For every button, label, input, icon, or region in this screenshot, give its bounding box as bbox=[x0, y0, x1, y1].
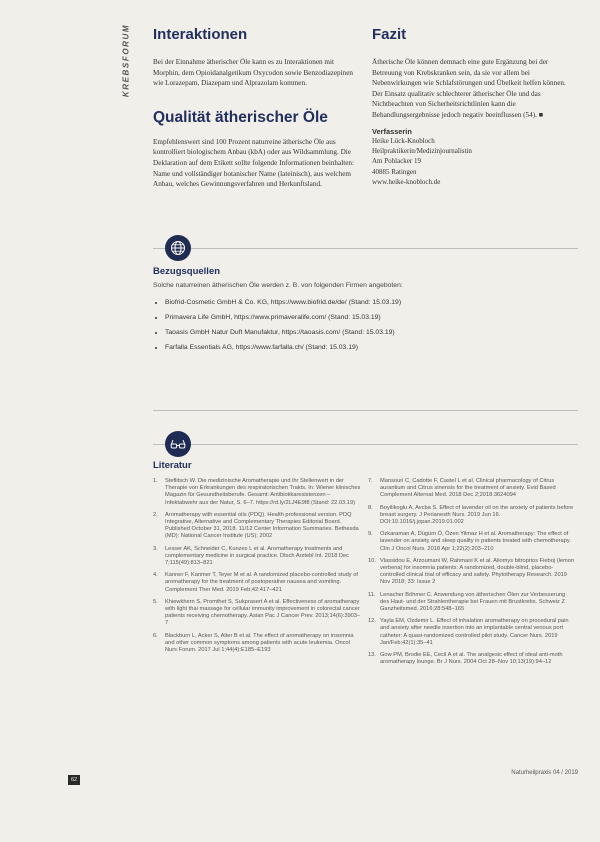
author-name: Heike Lück-Knobloch bbox=[372, 136, 435, 145]
side-label-text: KREBSFORUM bbox=[121, 23, 131, 98]
quality-title: Qualität ätherischer Öle bbox=[153, 108, 328, 126]
source-item[interactable]: • Taoasis GmbH Natur Duft Manufaktur, https://taoasis.com/ (Stand: 15.03.19) bbox=[165, 325, 583, 340]
literature-top-rule bbox=[153, 444, 578, 445]
left-column bbox=[153, 26, 358, 190]
sources-title: Bezugsquellen bbox=[153, 266, 221, 277]
references-right bbox=[368, 478, 576, 671]
author-street: Am Pohlacker 19 bbox=[372, 157, 421, 166]
sources-top-rule bbox=[153, 248, 578, 249]
page-number: 62 bbox=[68, 775, 80, 785]
quality-text: Empfehlenswert sind 100 Prozent naturreine ätherische Öle aus kontrolliert biologischem Anbau (kbA) oder aus Wildsammlung. Die Deklaration auf dem Etikett sollte folgende Informationen beinhalten: Name und vollständiger botanischer Name (lateinisch), aus welchem Anbau, welches Gewinnungsverfahren und Herkunftsland. bbox=[153, 137, 354, 189]
interactions-text: Bei der Einnahme ätherischer Öle kann es zu Interaktionen mit Morphin, dem Opioidanalgetikum Oxycodon sowie Benzodiazepinen wie Lorazepam, Diazepam und Alprazolam kommen. bbox=[153, 58, 354, 88]
reference-item: 8. Boyilikoglu A, Avcba S. Effect of lavender oil on the anxiety of patients before breast surgery. J Perianesth Nurs. 2019 Jun 16. DOI:10.1016/j.jopan.2019.01.002 bbox=[368, 504, 574, 526]
right-column bbox=[372, 26, 577, 188]
reference-item: 1. Steflitsch W. Die medizinische Aromatherapie und ihr Stellenwert in der Therapie von Erkrankungen des respiratorischen Trakts. In: Wiener klinisches Magazin für Gesundheitsberufe. Gesamt: Antibiotikaresistenzen – Infektabwehr aus der Natur, S. 6–7. https://rd.ly/2LJ4E9f8 (Stand: 22.03.19) bbox=[153, 478, 361, 506]
side-label bbox=[118, 23, 134, 106]
journal-footer: Naturheilpraxis 04 / 2019 bbox=[511, 770, 578, 776]
source-item[interactable]: • Farfalla Essentials AG, https://www.farfalla.ch/ (Stand: 15.03.19) bbox=[165, 340, 583, 355]
reference-item: 10. Vlassidou E, Arzoumani W, Rahmani K et al. Aliomys bitroprios Fieboj (lemon verbena) for insomnia patients: A randomized, double-blind, placebo-controlled clinical trial of efficacy and safety. Phytotherapy Research. 2019 Nov 2018; 33: Issue 2 bbox=[368, 557, 575, 586]
reference-item: 11. Lenacher Böhmer C. Anwendung von ätherischen Ölen zur Verbesserung des Haut- und der Strahlentherapie bei Frauen mit Brustkrebs. Schweiz Z Ganzheitsmed. 2016;28:548–165 bbox=[368, 591, 566, 613]
sources-section bbox=[153, 266, 583, 355]
reference-item: 3. Lesser AK, Schneider C, Kunzes L et al. Aromatherapy treatments and complementary medicine in surgical practice. Dtsch Arztebl Int. 2018 Dec 7;115(49):813–821 bbox=[153, 545, 349, 567]
reference-item: 5. Khiewkhern S, Promthet S, Sukprasert A et al. Effectiveness of aromatherapy with light thai massage for cellular immunity improvement in colorectal cancer patients receiving chemotherapy. Asian Pac J Cancer Prev. 2013;14(6):3903–7 bbox=[153, 598, 361, 627]
reference-item: 6. Blackburn L, Acker S, Alter B et al. The effect of aromatherapy on insomnia and other common symptoms among patients with acute leukemia. Oncol Nurs Forum. 2017 Jul 1;44(4):E185–E193 bbox=[153, 632, 354, 654]
author-profession: Heilpraktikerin/Medizinjournalistin bbox=[372, 146, 472, 155]
sources-bottom-rule bbox=[153, 410, 578, 411]
globe-icon bbox=[165, 235, 191, 261]
reference-item: 2. Aromatherapy with essential oils (PDQ). Health professional version. PDQ Integrative, Alternative and Complementary Therapies Editorial Board. Published October 31, 2018. 11/12 Center Information Summaries. Bethesda (MD): National Cancer Institute (US); 2002 bbox=[153, 511, 359, 540]
sources-list bbox=[153, 295, 583, 355]
literature-title: Literatur bbox=[153, 460, 192, 471]
glasses-icon bbox=[165, 431, 191, 457]
author-city: 40885 Ratingen bbox=[372, 167, 417, 176]
source-item[interactable]: • Primavera Life GmbH, https://www.primaveralife.com/ (Stand: 15.03.19) bbox=[165, 310, 583, 325]
references-left bbox=[153, 478, 361, 659]
conclusion-text: Ätherische Öle können demnach eine gute Ergänzung bei der Betreuung von Krebskranken sein, da sie vor allem bei Nebenwirkungen wie Schlafstörungen und Übelkeit helfen können. Der Einsatz qualitativ schlechterer ätherischer Öle und das Nichtbeachten von Sicherheitsrichtlinien kann die Behandlungsergebnisse jedoch negativ beeinflussen (54). ■ bbox=[372, 58, 566, 119]
conclusion-title: Fazit bbox=[372, 26, 407, 43]
reference-item: 7. Mansouri C, Cadotte F, Castel L et al. Clinical pharmacology of Citrus aurantium and Citrus sinensis for the treatment of anxiety. Evid Based Complement Alternat Med. 2018 Dec 2;2018:3624094 bbox=[368, 478, 556, 499]
sources-intro: Solche naturreinen ätherischen Öle werden z. B. von folgenden Firmen angeboten: bbox=[153, 282, 403, 289]
interactions-title: Interaktionen bbox=[153, 26, 248, 43]
author-heading: Verfasserin bbox=[372, 126, 412, 136]
source-item[interactable]: • Biofrid-Cosmetic GmbH & Co. KG, https://www.biofrid.de/de/ (Stand: 15.03.19) bbox=[165, 295, 583, 310]
reference-item: 9. Ozkaraman A, Dügüm Ö, Özen Yilmaz H et al. Aromatherapy: The effect of lavender on anxiety and sleep quality in patients treated with chemotherapy. Clin J Oncol Nurs. 2018 Apr 1;22(2):203–210 bbox=[368, 531, 571, 552]
reference-item: 4. Kanner F, Kanmer T, Teyer M et al. A randomized placebo-controlled study of aromatherapy for the treatment of postoperative nausea and vomiting. Complement Ther Med. 2019 Feb;42:417–421 bbox=[153, 572, 358, 593]
author-website[interactable]: www.heike-knobloch.de bbox=[372, 178, 441, 187]
reference-item: 13. Gow PM, Brodie EE, Cecil A et al. The analgesic effect of ideal anti-moth aromatherapy lounge. Br J Nurs. 2004 Oct 28–Nov 10;13(19):94–12 bbox=[368, 652, 563, 666]
author-block bbox=[372, 136, 577, 188]
reference-item: 12. Yayla EM, Ozdemir L. Effect of inhalation aromatherapy on procedural pain and anxiety after needle insertion into an implantable central venous port catheter: A quasi-randomized controlled pilot study. Cancer Nurs. 2019 Jan/Feb;42(1):35–41 bbox=[368, 618, 569, 646]
